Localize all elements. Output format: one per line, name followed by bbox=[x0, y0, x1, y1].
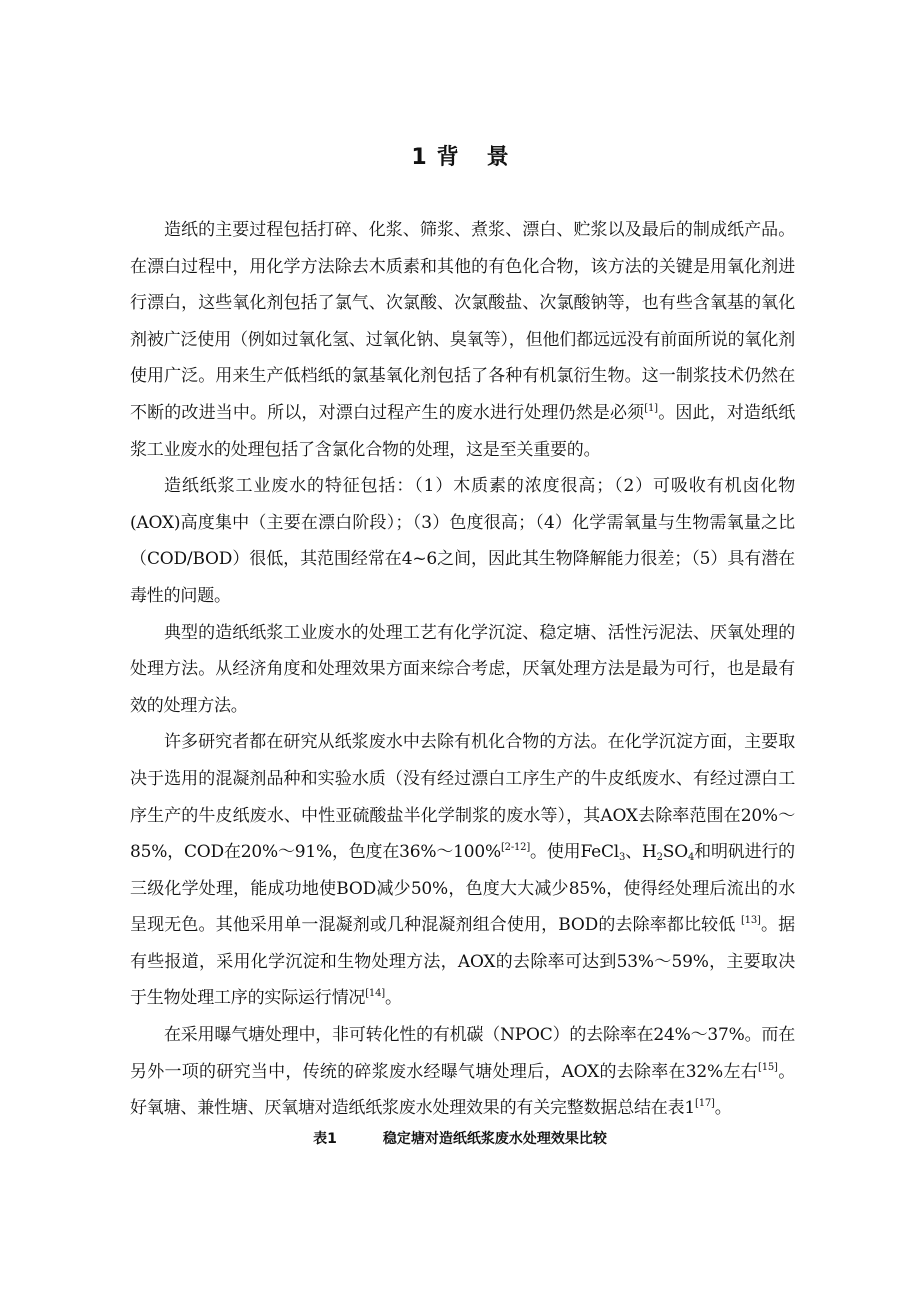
paragraph-5 bbox=[130, 1017, 795, 1127]
citation-ref: [13] bbox=[740, 915, 761, 927]
table-title: 稳定塘对造纸纸浆废水处理效果比较 bbox=[382, 1131, 607, 1147]
text-run: 。据有些报道，采用化学沉淀和生物处理方法，AOX的去除率可达到53%～59%，主要取决于生物处理工序的实际运行情况 bbox=[130, 915, 795, 1009]
table-label: 表1 bbox=[313, 1131, 337, 1147]
paragraph-4 bbox=[130, 724, 795, 1017]
text-run: 在采用曝气塘处理中，非可转化性的有机碳（NPOC）的去除率在24%～37%。而在另外一项的研究当中，传统的碎浆废水经曝气塘处理后，AOX的去除率在32%左右 bbox=[130, 1025, 795, 1082]
text-run: 。好氧塘、兼性塘、厌氧塘对造纸纸浆废水处理效果的有关完整数据总结在表1 bbox=[130, 1061, 795, 1119]
text-run: 和明矾进行的三级化学处理，能成功地使BOD减少50%，色度大大减少85%，使得经处理后流出的水呈现无色。其他采用单一混凝剂或几种混凝剂组合使用，BOD的去除率都比较低 bbox=[130, 842, 795, 936]
text-run: 、H bbox=[625, 842, 657, 863]
text-run: SO bbox=[662, 842, 688, 863]
paragraph-3 bbox=[130, 615, 795, 725]
text-run: 许多研究者都在研究从纸浆废水中去除有机化合物的方法。在化学沉淀方面，主要取决于选用的混凝剂品种和实验水质（没有经过漂白工序生产的牛皮纸废水、有经过漂白工序生产的牛皮纸废水、中性亚硫酸盐半化学制浆的废水等），其AOX去除率范围在20%～85%，COD在20%～91%，色度在36%～100% bbox=[130, 732, 795, 863]
citation-ref: [14] bbox=[365, 988, 385, 1000]
subscript: 2 bbox=[656, 852, 663, 864]
paragraph-1 bbox=[130, 212, 795, 468]
text-run: 造纸的主要过程包括打碎、化浆、筛浆、煮浆、漂白、贮浆以及最后的制成纸产品。在漂白过程中，用化学方法除去木质素和其他的有色化合物，该方法的关键是用氧化剂进行漂白，这些氧化剂包括了氯气、次氯酸、次氯酸盐、次氯酸钠等，也有些含氧基的氧化剂被广泛使用（例如过氧化氢、过氧化钠、臭氧等），但他们都远远没有前面所说的氧化剂使用广泛。用来生产低档纸的氯基氧化剂包括了各种有机氯衍生物。这一制浆技术仍然在不断的改进当中。所以，对漂白过程产生的废水进行处理仍然是必须 bbox=[130, 220, 795, 423]
citation-ref: [15] bbox=[758, 1061, 778, 1073]
body-text bbox=[130, 212, 795, 1127]
citation-ref: [1] bbox=[644, 402, 658, 414]
text-run: 。因此，对造纸纸浆工业废水的处理包括了含氯化合物的处理，这是至关重要的。 bbox=[130, 402, 795, 460]
section-number: 1 bbox=[411, 145, 427, 170]
citation-ref: [17] bbox=[695, 1098, 715, 1110]
subscript: 4 bbox=[687, 852, 695, 864]
text-run: 。 bbox=[384, 988, 402, 1009]
table-caption bbox=[0, 1128, 920, 1148]
text-run: 典型的造纸纸浆工业废水的处理工艺有化学沉淀、稳定塘、活性污泥法、厌氧处理的处理方法。从经济角度和处理效果方面来综合考虑，厌氧处理方法是最为可行，也是最有效的处理方法。 bbox=[130, 622, 795, 716]
text-run: 。 bbox=[714, 1098, 732, 1119]
text-run: 造纸纸浆工业废水的特征包括：（1）木质素的浓度很高；（2）可吸收有机卤化物(AOX)高度集中（主要在漂白阶段）；（3）色度很高；（4）化学需氧量与生物需氧量之比（COD/BOD）很低，其范围经常在4~6之间，因此其生物降解能力很差；（5）具有潜在毒性的问题。 bbox=[130, 476, 795, 606]
section-title-char-1: 背 bbox=[436, 145, 459, 170]
section-title-char-2: 景 bbox=[486, 145, 509, 170]
paragraph-2 bbox=[130, 468, 795, 614]
section-heading bbox=[0, 140, 920, 171]
citation-ref: [2-12] bbox=[500, 842, 531, 854]
text-run: 。使用FeCl bbox=[530, 842, 620, 863]
subscript: 3 bbox=[619, 852, 626, 864]
